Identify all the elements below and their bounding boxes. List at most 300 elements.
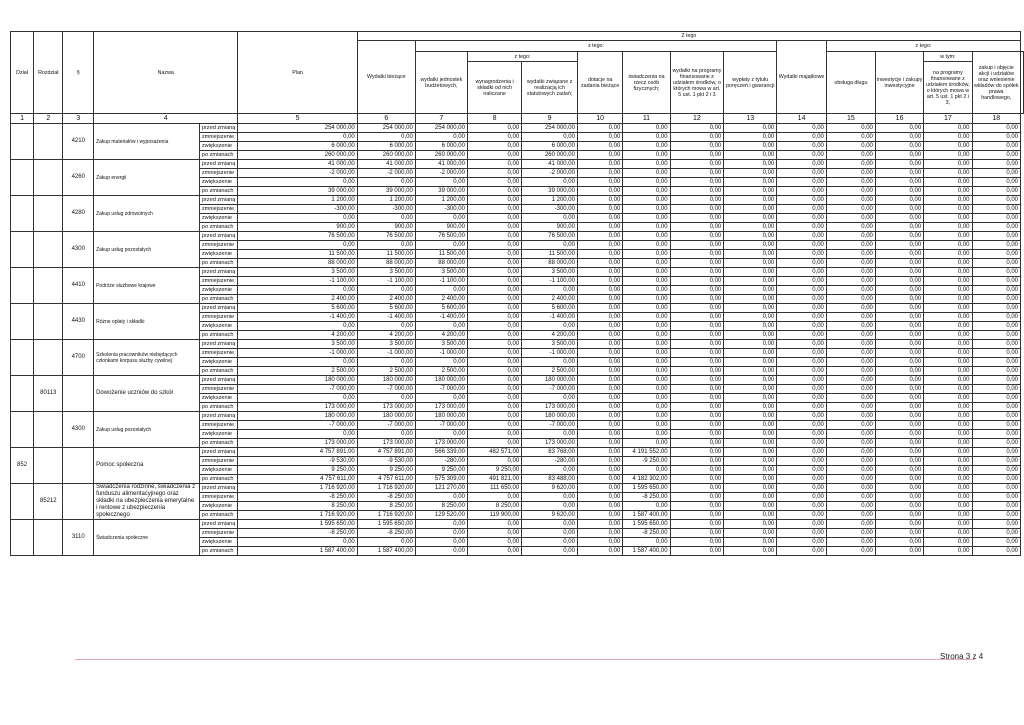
value-cell: 0,00 — [972, 313, 1020, 322]
value-cell: 0,00 — [972, 169, 1020, 178]
value-cell: 129 520,00 — [415, 511, 467, 520]
value-cell: 0,00 — [467, 547, 521, 556]
value-cell: 0,00 — [623, 358, 670, 367]
paragraf-cell: 4210 — [63, 124, 94, 160]
value-cell: 491 821,00 — [467, 475, 521, 484]
value-cell: 0,00 — [972, 304, 1020, 313]
value-cell: 5 600,00 — [238, 304, 357, 313]
value-cell: 0,00 — [467, 421, 521, 430]
value-cell: 0,00 — [623, 322, 670, 331]
value-cell: 0,00 — [623, 367, 670, 376]
change-type-cell: zmniejszenie — [199, 241, 238, 250]
value-cell: 0,00 — [623, 151, 670, 160]
value-cell: 2 500,00 — [357, 367, 415, 376]
value-cell: 0,00 — [777, 457, 827, 466]
change-type-cell: zmniejszenie — [199, 349, 238, 358]
value-cell: 180 000,00 — [415, 412, 467, 421]
change-type-cell: zmniejszenie — [199, 277, 238, 286]
col-na-programy-header: na programy finansowane z udziałem środków, o których mowa w art. 5 ust. 1 pkt 2 i 3, — [924, 62, 972, 114]
value-cell: 0,00 — [924, 169, 972, 178]
value-cell: 111 650,00 — [467, 484, 521, 493]
value-cell: 1 595 650,00 — [623, 520, 670, 529]
value-cell: 0,00 — [467, 160, 521, 169]
value-cell: 0,00 — [875, 448, 923, 457]
dzial-cell — [11, 196, 34, 232]
value-cell: 0,00 — [670, 322, 724, 331]
value-cell: 0,00 — [826, 484, 875, 493]
value-cell: 0,00 — [670, 214, 724, 223]
value-cell: 0,00 — [924, 475, 972, 484]
value-cell: 0,00 — [826, 250, 875, 259]
value-cell: 0,00 — [670, 151, 724, 160]
value-cell: 0,00 — [924, 421, 972, 430]
value-cell: 0,00 — [724, 214, 777, 223]
value-cell: 0,00 — [777, 124, 827, 133]
value-cell: 0,00 — [924, 160, 972, 169]
value-cell: 0,00 — [724, 250, 777, 259]
value-cell: 0,00 — [826, 313, 875, 322]
value-cell: -8 250,00 — [623, 529, 670, 538]
value-cell: 0,00 — [777, 538, 827, 547]
value-cell: 0,00 — [623, 439, 670, 448]
value-cell: 2 400,00 — [522, 295, 578, 304]
table-row — [11, 340, 1024, 349]
value-cell: 173 000,00 — [357, 403, 415, 412]
value-cell: 0,00 — [415, 520, 467, 529]
value-cell: 0,00 — [826, 385, 875, 394]
value-cell: 0,00 — [467, 178, 521, 187]
value-cell: 0,00 — [724, 295, 777, 304]
table-row — [11, 160, 1024, 169]
change-type-cell: zwiększenie — [199, 538, 238, 547]
value-cell: 88 000,00 — [415, 259, 467, 268]
value-cell: 88 000,00 — [357, 259, 415, 268]
value-cell: 0,00 — [826, 196, 875, 205]
change-type-cell: zwiększenie — [199, 322, 238, 331]
col-nazwa-header: Nazwa — [94, 32, 238, 114]
value-cell: 0,00 — [875, 394, 923, 403]
value-cell: 0,00 — [875, 304, 923, 313]
change-type-cell: przed zmianą — [199, 448, 238, 457]
value-cell: 0,00 — [670, 520, 724, 529]
value-cell: 0,00 — [924, 547, 972, 556]
value-cell: 1 595 650,00 — [623, 484, 670, 493]
change-type-cell: po zmianach — [199, 259, 238, 268]
value-cell: 3 500,00 — [415, 268, 467, 277]
value-cell: 0,00 — [826, 268, 875, 277]
change-type-cell: przed zmianą — [199, 268, 238, 277]
value-cell: 0,00 — [724, 475, 777, 484]
value-cell: 1 587 400,00 — [238, 547, 357, 556]
value-cell: 0,00 — [670, 475, 724, 484]
value-cell: 0,00 — [826, 394, 875, 403]
value-cell: 2 400,00 — [238, 295, 357, 304]
value-cell: 0,00 — [777, 466, 827, 475]
table-row — [11, 232, 1024, 241]
value-cell: 0,00 — [724, 124, 777, 133]
col-number: 9 — [522, 114, 578, 124]
value-cell: 0,00 — [467, 340, 521, 349]
value-cell: 0,00 — [972, 511, 1020, 520]
value-cell: 0,00 — [577, 385, 622, 394]
value-cell: 5 600,00 — [415, 304, 467, 313]
col-number: 8 — [467, 114, 521, 124]
value-cell: 0,00 — [972, 538, 1020, 547]
value-cell: 0,00 — [924, 268, 972, 277]
value-cell: 0,00 — [522, 214, 578, 223]
value-cell: 0,00 — [972, 331, 1020, 340]
value-cell: 0,00 — [467, 457, 521, 466]
value-cell: 0,00 — [724, 430, 777, 439]
value-cell: 0,00 — [670, 259, 724, 268]
value-cell: 0,00 — [875, 313, 923, 322]
value-cell: 0,00 — [238, 214, 357, 223]
value-cell: 0,00 — [924, 241, 972, 250]
value-cell: 0,00 — [924, 358, 972, 367]
value-cell: 0,00 — [467, 205, 521, 214]
value-cell: -7 000,00 — [357, 421, 415, 430]
value-cell: 0,00 — [415, 430, 467, 439]
value-cell: 260 000,00 — [357, 151, 415, 160]
value-cell: 0,00 — [623, 277, 670, 286]
value-cell: 0,00 — [577, 277, 622, 286]
value-cell: 0,00 — [670, 367, 724, 376]
col-wynagrodzenia-header: wynagrodzenia i składki od nich naliczane — [467, 62, 521, 114]
value-cell: 0,00 — [826, 529, 875, 538]
value-cell: 0,00 — [623, 241, 670, 250]
value-cell: 0,00 — [826, 367, 875, 376]
value-cell: 4 757 891,00 — [238, 448, 357, 457]
value-cell: 0,00 — [777, 448, 827, 457]
value-cell: 260 000,00 — [522, 151, 578, 160]
value-cell: 4 757 891,00 — [357, 448, 415, 457]
value-cell: 0,00 — [875, 268, 923, 277]
paragraf-cell: 4300 — [63, 412, 94, 448]
change-type-cell: zmniejszenie — [199, 421, 238, 430]
value-cell: 0,00 — [875, 430, 923, 439]
value-cell: 0,00 — [972, 529, 1020, 538]
dzial-cell — [11, 340, 34, 376]
col-number: 7 — [415, 114, 467, 124]
change-type-cell: przed zmianą — [199, 124, 238, 133]
value-cell: 0,00 — [972, 232, 1020, 241]
change-type-cell: przed zmianą — [199, 304, 238, 313]
value-cell: -1 400,00 — [522, 313, 578, 322]
value-cell: 0,00 — [670, 457, 724, 466]
value-cell: 0,00 — [577, 475, 622, 484]
value-cell: 6 000,00 — [238, 142, 357, 151]
value-cell: 0,00 — [724, 196, 777, 205]
value-cell: 0,00 — [924, 124, 972, 133]
name-cell: Szkolenia pracowników niebędących członkami korpusu służby cywilnej — [94, 340, 200, 376]
value-cell: 0,00 — [577, 412, 622, 421]
value-cell: -7 000,00 — [415, 421, 467, 430]
value-cell: 0,00 — [777, 196, 827, 205]
value-cell: 4 757 611,00 — [238, 475, 357, 484]
change-type-cell: przed zmianą — [199, 412, 238, 421]
value-cell: 0,00 — [777, 322, 827, 331]
col-wyplaty-header: wypłaty z tytułu poręczeń i gwarancji — [724, 52, 777, 114]
dzial-cell — [11, 412, 34, 448]
value-cell: 260 000,00 — [238, 151, 357, 160]
value-cell: 0,00 — [724, 232, 777, 241]
value-cell: 0,00 — [577, 133, 622, 142]
col-number: 10 — [577, 114, 622, 124]
value-cell: 0,00 — [777, 331, 827, 340]
z-tego-biezace-header: z tego: — [415, 41, 776, 52]
value-cell: 0,00 — [724, 151, 777, 160]
col-dzial-header: Dział — [11, 32, 34, 114]
value-cell: -8 250,00 — [357, 493, 415, 502]
value-cell: 0,00 — [826, 223, 875, 232]
value-cell: 0,00 — [724, 493, 777, 502]
value-cell: 0,00 — [577, 178, 622, 187]
value-cell: 0,00 — [357, 538, 415, 547]
value-cell: 0,00 — [777, 430, 827, 439]
change-type-cell: zmniejszenie — [199, 313, 238, 322]
value-cell: 0,00 — [623, 538, 670, 547]
value-cell: 0,00 — [623, 412, 670, 421]
value-cell: 0,00 — [777, 358, 827, 367]
value-cell: 0,00 — [924, 511, 972, 520]
value-cell: 0,00 — [415, 214, 467, 223]
value-cell: 0,00 — [777, 403, 827, 412]
value-cell: 6 000,00 — [522, 142, 578, 151]
value-cell: 0,00 — [724, 277, 777, 286]
name-cell: Zakup usług pozostałych — [94, 412, 200, 448]
col-number: 11 — [623, 114, 670, 124]
value-cell: 0,00 — [467, 538, 521, 547]
value-cell: 0,00 — [623, 313, 670, 322]
value-cell: 6 000,00 — [415, 142, 467, 151]
name-cell: Podróże służbowe krajowe — [94, 268, 200, 304]
value-cell: 0,00 — [972, 250, 1020, 259]
value-cell: 0,00 — [724, 511, 777, 520]
value-cell: 0,00 — [777, 493, 827, 502]
value-cell: 0,00 — [826, 349, 875, 358]
value-cell: 0,00 — [777, 205, 827, 214]
value-cell: 0,00 — [972, 394, 1020, 403]
value-cell: 0,00 — [724, 394, 777, 403]
value-cell: 1 716 920,00 — [357, 511, 415, 520]
value-cell: 0,00 — [826, 169, 875, 178]
value-cell: 0,00 — [826, 358, 875, 367]
value-cell: 0,00 — [875, 502, 923, 511]
value-cell: 173 000,00 — [522, 439, 578, 448]
value-cell: 0,00 — [670, 196, 724, 205]
paragraf-cell: 4280 — [63, 196, 94, 232]
change-type-cell: zwiększenie — [199, 214, 238, 223]
paragraf-cell — [63, 376, 94, 412]
value-cell: 0,00 — [724, 241, 777, 250]
rozdzial-cell — [34, 304, 63, 340]
change-type-cell: zmniejszenie — [199, 493, 238, 502]
value-cell: 9 250,00 — [415, 466, 467, 475]
value-cell: 0,00 — [972, 385, 1020, 394]
value-cell: 0,00 — [623, 223, 670, 232]
value-cell: 0,00 — [724, 313, 777, 322]
value-cell: 0,00 — [467, 322, 521, 331]
change-type-cell: przed zmianą — [199, 376, 238, 385]
col-wydatki-majatkowe-header: Wydatki majątkowe — [777, 41, 827, 114]
value-cell: 0,00 — [357, 358, 415, 367]
value-cell: 0,00 — [467, 412, 521, 421]
change-type-cell: zwiększenie — [199, 286, 238, 295]
value-cell: 0,00 — [972, 367, 1020, 376]
value-cell: 0,00 — [670, 169, 724, 178]
value-cell: 0,00 — [826, 412, 875, 421]
value-cell: 254 000,00 — [522, 124, 578, 133]
name-cell: Różne opłaty i składki — [94, 304, 200, 340]
value-cell: 0,00 — [724, 223, 777, 232]
value-cell: 180 000,00 — [522, 376, 578, 385]
col-extra-header — [1021, 52, 1024, 114]
value-cell: 0,00 — [972, 439, 1020, 448]
value-cell: 0,00 — [826, 205, 875, 214]
name-cell: Dowożenie uczniów do szkół — [94, 376, 200, 412]
value-cell: 0,00 — [724, 457, 777, 466]
value-cell: 0,00 — [577, 448, 622, 457]
value-cell: 1 200,00 — [238, 196, 357, 205]
value-cell: 0,00 — [467, 286, 521, 295]
z-tego-header: Z tego — [357, 32, 1020, 41]
value-cell: 0,00 — [623, 124, 670, 133]
value-cell: 0,00 — [670, 385, 724, 394]
value-cell: 4 200,00 — [522, 331, 578, 340]
value-cell: 0,00 — [826, 331, 875, 340]
value-cell: 0,00 — [875, 151, 923, 160]
value-cell: -1 400,00 — [415, 313, 467, 322]
value-cell: 0,00 — [670, 466, 724, 475]
value-cell: 0,00 — [826, 520, 875, 529]
value-cell: 0,00 — [875, 403, 923, 412]
value-cell: 0,00 — [577, 313, 622, 322]
value-cell: 41 000,00 — [238, 160, 357, 169]
value-cell: 0,00 — [777, 547, 827, 556]
value-cell: -8 250,00 — [238, 493, 357, 502]
value-cell: 0,00 — [972, 520, 1020, 529]
change-type-cell: przed zmianą — [199, 340, 238, 349]
value-cell: 39 000,00 — [522, 187, 578, 196]
value-cell: 0,00 — [577, 520, 622, 529]
value-cell: 0,00 — [467, 133, 521, 142]
value-cell: 0,00 — [670, 142, 724, 151]
value-cell: 0,00 — [623, 502, 670, 511]
value-cell: 41 000,00 — [522, 160, 578, 169]
value-cell: 0,00 — [467, 196, 521, 205]
value-cell: 119 900,00 — [467, 511, 521, 520]
value-cell: 76 500,00 — [415, 232, 467, 241]
value-cell: 0,00 — [972, 124, 1020, 133]
name-cell: Zakup energii — [94, 160, 200, 196]
value-cell: -7 000,00 — [238, 385, 357, 394]
value-cell: 0,00 — [875, 421, 923, 430]
col-wydatki-biezace-header: Wydatki bieżące — [357, 41, 415, 114]
value-cell: 0,00 — [875, 529, 923, 538]
value-cell: 0,00 — [577, 205, 622, 214]
value-cell: 0,00 — [972, 214, 1020, 223]
rozdzial-cell — [34, 196, 63, 232]
value-cell: 1 595 650,00 — [238, 520, 357, 529]
value-cell: 0,00 — [724, 169, 777, 178]
value-cell: 0,00 — [875, 286, 923, 295]
value-cell: 0,00 — [670, 493, 724, 502]
value-cell: 0,00 — [875, 295, 923, 304]
value-cell: -300,00 — [522, 205, 578, 214]
table-row — [11, 268, 1024, 277]
table-body — [11, 124, 1024, 556]
change-type-cell: zwiększenie — [199, 178, 238, 187]
value-cell: 0,00 — [522, 493, 578, 502]
value-cell: 0,00 — [875, 187, 923, 196]
value-cell: -1 100,00 — [357, 277, 415, 286]
value-cell: 0,00 — [972, 358, 1020, 367]
value-cell: 76 500,00 — [238, 232, 357, 241]
table-row — [11, 484, 1024, 493]
name-cell: Świadczenia społeczne — [94, 520, 200, 556]
value-cell: 1 200,00 — [357, 196, 415, 205]
value-cell: 0,00 — [522, 178, 578, 187]
value-cell: 0,00 — [670, 205, 724, 214]
value-cell: 0,00 — [670, 241, 724, 250]
value-cell: 0,00 — [924, 223, 972, 232]
column-numbers-row — [11, 114, 1024, 124]
value-cell: 0,00 — [777, 412, 827, 421]
value-cell: 0,00 — [577, 340, 622, 349]
value-cell: 3 500,00 — [357, 340, 415, 349]
value-cell: 0,00 — [777, 223, 827, 232]
value-cell: 0,00 — [826, 259, 875, 268]
value-cell: 0,00 — [670, 394, 724, 403]
value-cell: 0,00 — [577, 169, 622, 178]
value-cell: 0,00 — [522, 394, 578, 403]
value-cell: 5 600,00 — [522, 304, 578, 313]
value-cell: 0,00 — [623, 214, 670, 223]
value-cell: 0,00 — [670, 268, 724, 277]
value-cell: 0,00 — [670, 178, 724, 187]
value-cell: 0,00 — [467, 304, 521, 313]
value-cell: 41 000,00 — [357, 160, 415, 169]
value-cell: 1 716 920,00 — [357, 484, 415, 493]
value-cell: 4 757 611,00 — [357, 475, 415, 484]
value-cell: 0,00 — [415, 322, 467, 331]
value-cell: 0,00 — [777, 313, 827, 322]
col-wydatki-jednostek-header: wydatki jednostek budżetowych, — [415, 52, 467, 114]
value-cell: 0,00 — [577, 196, 622, 205]
value-cell: 0,00 — [577, 151, 622, 160]
table-row — [11, 196, 1024, 205]
value-cell: 0,00 — [522, 538, 578, 547]
value-cell: 0,00 — [924, 277, 972, 286]
value-cell: 0,00 — [777, 340, 827, 349]
value-cell: 88 000,00 — [522, 259, 578, 268]
value-cell: 0,00 — [924, 520, 972, 529]
value-cell: 0,00 — [623, 160, 670, 169]
dzial-cell — [11, 268, 34, 304]
value-cell: 0,00 — [623, 268, 670, 277]
change-type-cell: przed zmianą — [199, 196, 238, 205]
value-cell: -1 100,00 — [522, 277, 578, 286]
value-cell: 0,00 — [777, 349, 827, 358]
value-cell: 0,00 — [875, 160, 923, 169]
value-cell: 0,00 — [238, 394, 357, 403]
table-row — [11, 304, 1024, 313]
value-cell: -9 530,00 — [357, 457, 415, 466]
value-cell: 0,00 — [875, 457, 923, 466]
dzial-cell — [11, 484, 34, 520]
value-cell: 1 200,00 — [522, 196, 578, 205]
value-cell: 41 000,00 — [415, 160, 467, 169]
